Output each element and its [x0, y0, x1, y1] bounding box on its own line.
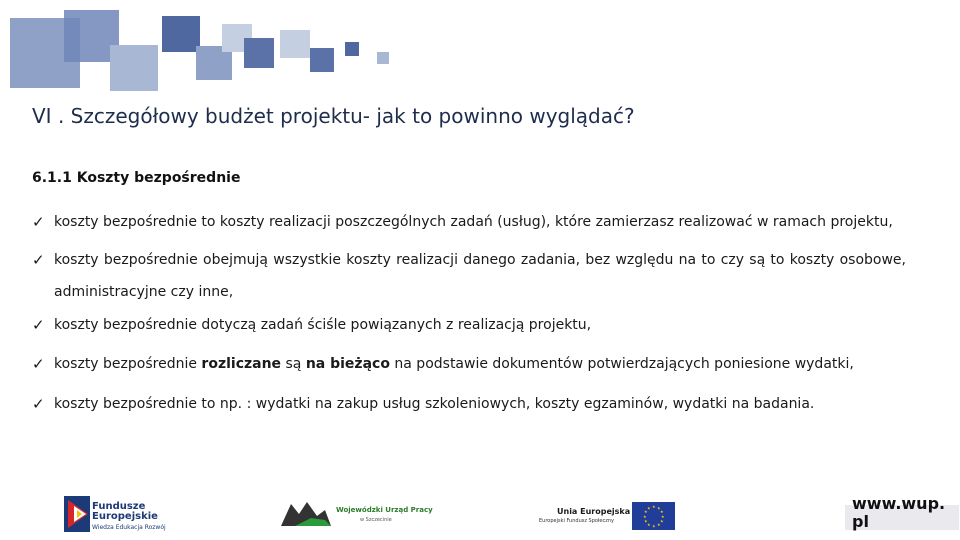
fe-logo-text: Fundusze Europejskie [92, 501, 158, 522]
bullet-list [32, 206, 906, 434]
svg-text:★: ★ [660, 518, 664, 524]
fundusze-europejskie-logo [64, 496, 90, 532]
ue-logo-subtext: Europejski Fundusz Społeczny [539, 518, 614, 524]
svg-text:★: ★ [652, 504, 656, 509]
decor-square [162, 16, 200, 52]
section-subtitle: 6.1.1 Koszty bezpośrednie [32, 170, 241, 186]
ue-logo-text: Unia Europejska [557, 507, 631, 516]
svg-text:★: ★ [660, 509, 664, 514]
list-item: ✓ koszty bezpośrednie to koszty realizacji poszczególnych zadań (usług), które zamierzasz realizować w ramach projektu, [32, 206, 906, 238]
decor-square [110, 45, 158, 91]
eu-flag-icon [632, 502, 675, 530]
list-item: ✓ koszty bezpośrednie dotyczą zadań ściśle powiązanych z realizacją projektu, [32, 316, 592, 334]
list-item: ✓ koszty bezpośrednie to np. : wydatki na zakup usług szkoleniowych, koszty egzaminów, wydatki na badania. [32, 395, 815, 413]
svg-text:★: ★ [657, 505, 661, 511]
wup-logo-subtext: w Szczecinie [360, 517, 392, 523]
check-icon: ✓ [32, 213, 45, 231]
decor-square [280, 30, 310, 58]
check-icon: ✓ [32, 355, 45, 373]
wup-logo-text: Wojewódzki Urząd Pracy [336, 506, 433, 514]
svg-text:★: ★ [661, 514, 665, 519]
website-url[interactable]: www.wup.pl [852, 494, 946, 531]
check-icon: ✓ [32, 316, 45, 334]
decor-square [244, 38, 274, 68]
wup-logo [281, 500, 331, 528]
svg-text:★: ★ [643, 514, 647, 519]
decor-square [377, 52, 389, 64]
svg-text:★: ★ [644, 509, 648, 514]
svg-text:★: ★ [644, 518, 648, 524]
svg-text:★: ★ [652, 523, 656, 529]
check-icon: ✓ [32, 395, 45, 413]
list-item: ✓ koszty bezpośrednie rozliczane są na bieżąco na podstawie dokumentów potwierdzających poniesione wydatki, [32, 355, 854, 373]
svg-text:★: ★ [647, 522, 651, 527]
decor-square [345, 42, 359, 56]
fe-logo-subtext: Wiedza Edukacja Rozwój [92, 524, 166, 531]
page-title: VI . Szczegółowy budżet projektu- jak to powinno wyglądać? [32, 104, 635, 128]
decor-square [310, 48, 334, 72]
list-item: ✓ koszty bezpośrednie obejmują wszystkie koszty realizacji danego zadania, bez względu na to czy są to koszty osobowe, administracyjne czy inne, [32, 244, 906, 308]
check-icon: ✓ [32, 251, 45, 269]
svg-text:★: ★ [647, 505, 651, 511]
svg-text:★: ★ [657, 522, 661, 527]
